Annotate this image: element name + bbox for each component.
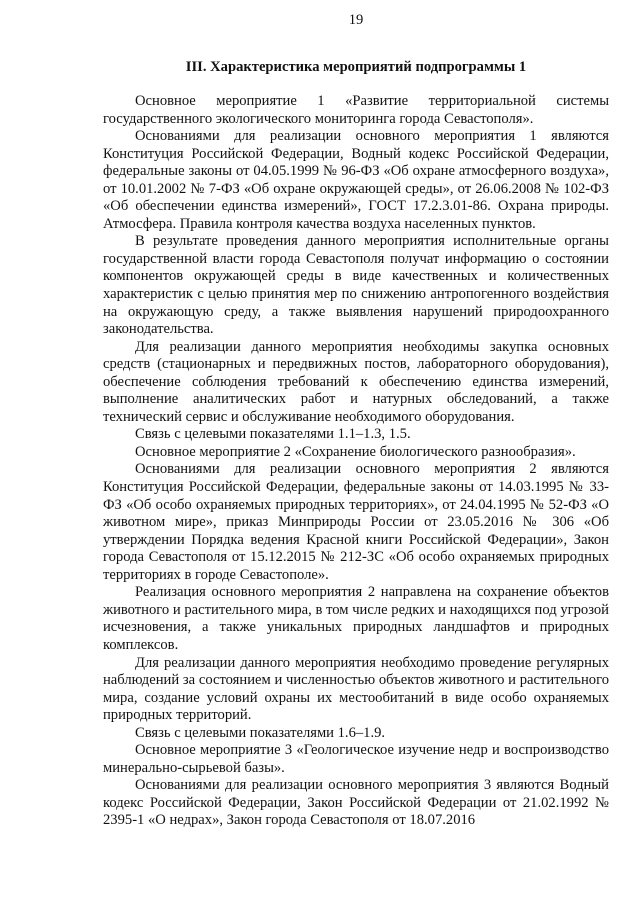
paragraph-event-1-basis: Основаниями для реализации основного мероприятия 1 являются Конституция Российской Федерации, Водный кодекс Российской Федерации, федеральные законы от 04.05.1999 № 96-ФЗ «Об охране атмосферного воздуха», от 10.01.2002 № 7-ФЗ «Об охране окружающей среды», от 26.06.2008 № 102-ФЗ «Об обеспечении единства измерений», ГОСТ 17.2.3.01-86. Охрана природы. Атмосфера. Правила контроля качества воздуха населенных пунктов. [103, 128, 609, 232]
paragraph-event-2-basis: Основаниями для реализации основного мероприятия 2 являются Конституция Российской Федерации, федеральные законы от 14.03.1995 № 33-ФЗ «Об особо охраняемых природных территориях», от 24.04.1995 № 52-ФЗ «О животном мире», приказ Минприроды России от 23.05.2016 № 306 «Об утверждении Порядка ведения Красной книги Российской Федерации», Закон города Севастополя от 15.12.2015 № 212-ЗС «Об особо охраняемых природных территориях в городе Севастополе». [103, 461, 609, 583]
paragraph-event-1-indicators: Связь с целевыми показателями 1.1–1.3, 1.5. [135, 426, 411, 443]
paragraph-event-3-title: Основное мероприятие 3 «Геологическое изучение недр и воспроизводство минерально-сырьевой базы». [103, 742, 609, 776]
page-number: 19 [348, 12, 364, 28]
paragraph-event-1-result: В результате проведения данного мероприятия исполнительные органы государственной власти города Севастополя получат информацию о состоянии компонентов окружающей среды в виде качественных и количественных характеристик с целью принятия мер по снижению антропогенного воздействия на окружающую среду, а также выявления нарушений природоохранного законодательства. [103, 233, 609, 338]
paragraph-event-2-title: Основное мероприятие 2 «Сохранение биологического разнообразия». [135, 443, 576, 460]
paragraph-event-2-requirements: Для реализации данного мероприятия необходимо проведение регулярных наблюдений за состоянием и численностью объектов животного и растительного мира, создание условий охраны их местообитаний в виде особо охраняемых природных территорий. [103, 654, 609, 724]
document-body [103, 93, 609, 830]
section-title: III. Характеристика мероприятий подпрограммы 1 [185, 59, 527, 75]
paragraph-event-2-aim: Реализация основного мероприятия 2 направлена на сохранение объектов животного и растительного мира, в том числе редких и находящихся под угрозой исчезновения, а также уникальных природных ландшафтов и природных комплексов. [103, 584, 609, 653]
paragraph-event-2-indicators: Связь с целевыми показателями 1.6–1.9. [135, 724, 386, 741]
paragraph-event-3-basis: Основаниями для реализации основного мероприятия 3 являются Водный кодекс Российской Федерации, Закон Российской Федерации от 21.02.1992 № 2395-1 «О недрах», Закон города Севастополя от 18.07.2016 [103, 777, 609, 829]
paragraph-event-1-requirements: Для реализации данного мероприятия необходимы закупка основных средств (стационарных и передвижных постов, лабораторного оборудования), обеспечение соблюдения требований к обеспечению единства измерений, выполнение аналитических работ и натурных обследований, а также технический сервис и обслуживание необходимого оборудования. [103, 338, 609, 425]
paragraph-event-1-title: Основное мероприятие 1 «Развитие территориальной системы государственного экологического мониторинга города Севастополя». [103, 93, 609, 127]
